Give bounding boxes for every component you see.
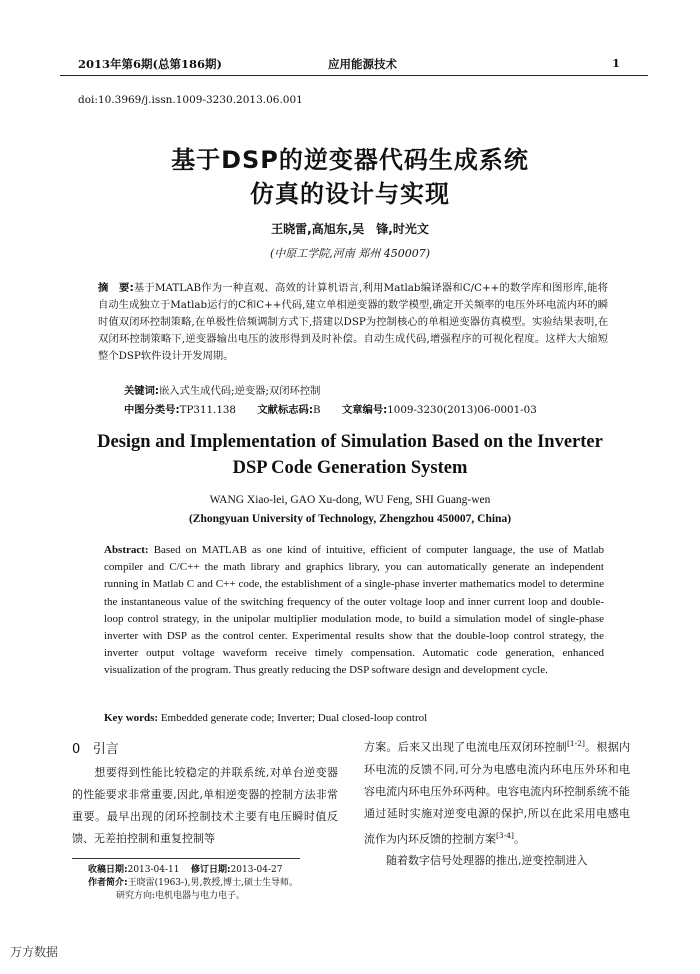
affiliation-cn: (中原工学院,河南 郑州 450007) <box>269 247 431 260</box>
body-right-text-b: 。根据内环电流的反馈不同,可分为电感电流内环电压外环和电容电流内环电压外环两种。电容电流内环控制系统不能通过延时实施对逆变电源的保护,所以在此采用电感电流作为内环反馈的控制方案 <box>364 740 631 846</box>
section-number: 0 <box>72 742 81 757</box>
clc-label: 中图分类号: <box>124 404 180 416</box>
affiliation-en: (Zhongyuan University of Technology, Zhengzhou 450007, China) <box>188 513 512 525</box>
section-heading <box>72 738 119 757</box>
doi: doi:10.3969/j.issn.1009-3230.2013.06.001 <box>78 94 303 106</box>
research-direction: 研究方向:电机电器与电力电子。 <box>116 891 246 901</box>
doc-code-value: B <box>312 404 321 416</box>
footnote-research <box>88 890 338 903</box>
title-en-line2: DSP Code Generation System <box>232 458 468 478</box>
footnote-author <box>88 877 338 890</box>
abstract-cn-label: 摘 要: <box>98 282 134 294</box>
body-right-text-a: 方案。后来又出现了电流电压双闭环控制 <box>364 740 567 754</box>
citation-1-2: [1-2] <box>566 739 585 748</box>
body-right-column <box>364 733 630 872</box>
abstract-en-text: Based on MATLAB as one kind of intuitive, efficient of computer language, the use of Matlab compiler and C/C++ the math library and graphics library, you can automatically generate an independent running in Matlab C and C++ code, the establishment of a single-phase inverter mathematics model to determine the instantaneous value of the switching frequency of the outer voltage loop and inner current loop and double-loop control strategy, in the unipolar multiplier modulation mode, to build a simulation model of single-phase inverter with DSP as the control center. Experimental results show that the double-loop control strategy, the inverter output voltage waveform receive timely compensation. Automatic code generation, enhanced visualization of the program. Thus greatly reducing the DSP software design and development cycle. <box>104 544 605 677</box>
page-number: 1 <box>612 56 621 70</box>
watermark: 万方数据 <box>10 945 59 959</box>
title-cn-line2: 仿真的设计与实现 <box>250 180 450 208</box>
clc-value: TP311.138 <box>179 404 236 416</box>
author-bio-label: 作者简介: <box>88 878 128 888</box>
title-cn-line1: 基于DSP的逆变器代码生成系统 <box>171 146 529 174</box>
abstract-en <box>104 542 604 680</box>
footnote-rule <box>72 858 300 859</box>
author-bio: 王晓雷(1963-),男,教授,博士,硕士生导师。 <box>127 878 299 888</box>
running-header-issue: 2013年第6期(总第186期) <box>78 57 222 71</box>
body-left-column <box>72 762 338 850</box>
keywords-cn-text: 嵌入式生成代码;逆变器;双闭环控制 <box>159 385 321 397</box>
abstract-en-label: Abstract: <box>104 544 149 556</box>
keywords-en-label: Key words: <box>104 712 159 724</box>
article-no-label: 文章编号: <box>341 404 388 416</box>
keywords-cn <box>124 382 320 397</box>
title-en-line1: Design and Implementation of Simulation Based on the Inverter <box>97 432 603 452</box>
running-header-journal: 应用能源技术 <box>328 57 397 71</box>
article-no-value: 1009-3230(2013)06-0001-03 <box>387 404 537 416</box>
body-left-paragraph: 想要得到性能比较稳定的并联系统,对单台逆变器的性能要求非常重要,因此,单相逆变器的控制方法非常重要。最早出现的闭环控制技术主要有电压瞬时值反馈、无差拍控制和重复控制等 <box>72 766 338 845</box>
footnote-dates <box>88 864 338 877</box>
classification-line <box>124 401 537 416</box>
received-label: 收稿日期: <box>88 865 128 875</box>
footnote <box>88 864 338 903</box>
header-rule <box>60 75 648 76</box>
body-right-text-end: 。 <box>513 832 525 846</box>
citation-3-4: [3-4] <box>496 830 514 840</box>
keywords-cn-label: 关键词: <box>124 385 160 397</box>
keywords-en-text: Embedded generate code; Inverter; Dual closed-loop control <box>160 712 428 724</box>
revised-label: 修订日期: <box>190 865 231 875</box>
body-right-paragraph-2: 随着数字信号处理器的推出,逆变控制进入 <box>386 854 588 868</box>
authors-cn: 王晓雷,高旭东,吴 锋,时光文 <box>271 222 429 236</box>
abstract-cn-text: 基于MATLAB作为一种直观、高效的计算机语言,利用Matlab编译器和C/C++的数学库和图形库,能将自动生成独立于Matlab运行的C和C++代码,建立单相逆变器的数学模型,确定开关频率的电压外环电流内环的瞬时值双闭环控制策略,在单极性倍频调制方式下,搭建以DSP为控制核心的单相逆变器仿真模型。实验结果表明,在双闭环控制策略下,逆变器输出电压的波形得到及时补偿。自动生成代码,增强程序的可视化程度。这样大大缩短整个DSP软件设计开发周期。 <box>98 282 608 362</box>
authors-en: WANG Xiao-lei, GAO Xu-dong, WU Feng, SHI Guang-wen <box>209 494 491 506</box>
keywords-en <box>104 712 427 724</box>
doc-code-label: 文献标志码: <box>257 404 313 416</box>
section-title: 引言 <box>92 742 119 757</box>
revised-date: 2013-04-27 <box>230 865 283 875</box>
abstract-cn <box>98 280 608 365</box>
received-date: 2013-04-11 <box>127 865 180 875</box>
